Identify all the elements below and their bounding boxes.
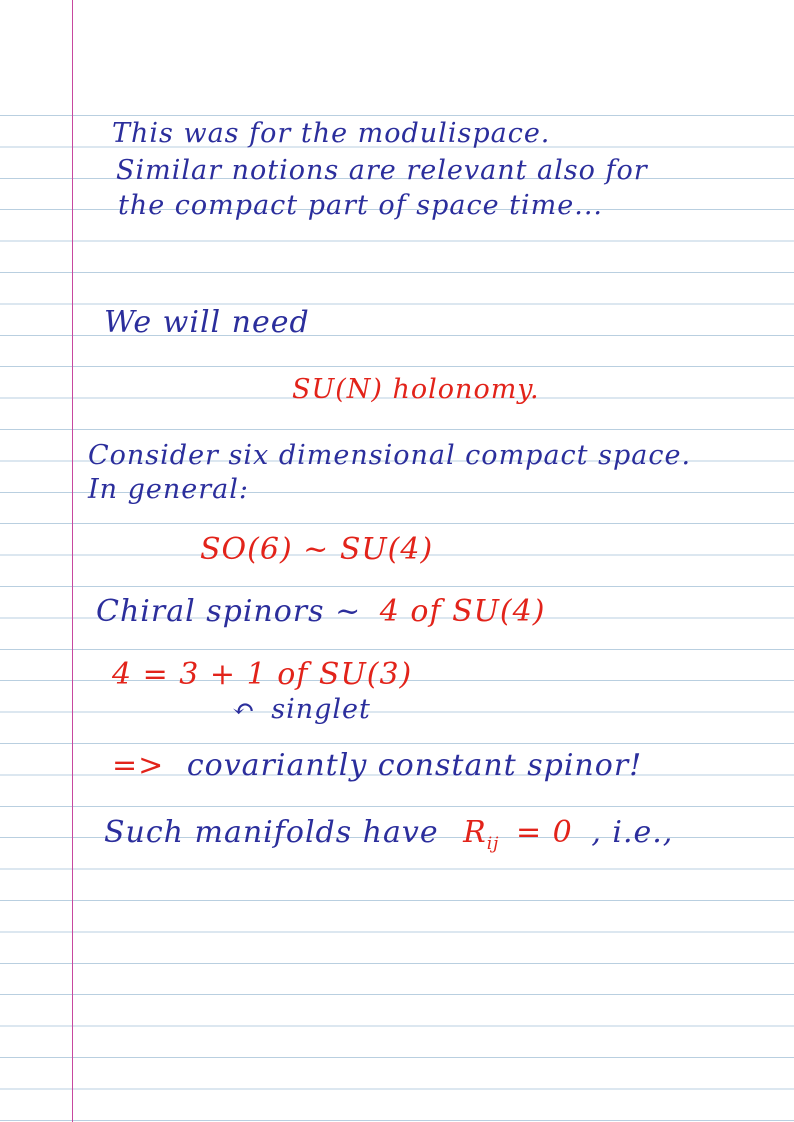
covariantly-constant-spinor: covariantly constant spinor!	[186, 748, 643, 783]
su-n-holonomy: SU(N) holonomy.	[292, 374, 540, 405]
consider-line-1: Consider six dimensional compact space.	[88, 440, 692, 471]
singlet-label: singlet	[271, 694, 371, 725]
consider-line-2: In general:	[88, 474, 250, 505]
covariant-line	[112, 748, 642, 783]
such-manifolds-line	[104, 815, 673, 854]
singlet-annotation	[232, 694, 371, 725]
chiral-spinors-rep: 4 of SU(4)	[379, 594, 546, 629]
ricci-equals-zero: = 0	[516, 815, 573, 850]
ricci-tensor	[463, 815, 500, 854]
chiral-spinors-text: Chiral spinors ~	[96, 594, 362, 629]
ricci-symbol: R	[463, 815, 487, 850]
chiral-spinors-label	[96, 594, 545, 629]
implies-arrow: =>	[112, 748, 165, 783]
curved-arrow-icon: ↶	[232, 694, 256, 725]
intro-line-2: Similar notions are relevant also for	[116, 155, 648, 186]
intro-line-1: This was for the modulispace.	[112, 118, 551, 149]
such-manifolds-text: Such manifolds have	[104, 815, 439, 850]
ie-text: , i.e.,	[591, 815, 674, 850]
so6-su4-equation: SO(6) ~ SU(4)	[200, 532, 434, 567]
intro-line-3: the compact part of space time...	[118, 190, 603, 221]
ricci-indices: ij	[486, 834, 500, 854]
margin-line	[72, 0, 73, 1122]
we-will-need: We will need	[104, 305, 310, 340]
decomposition-equation: 4 = 3 + 1 of SU(3)	[112, 657, 413, 692]
